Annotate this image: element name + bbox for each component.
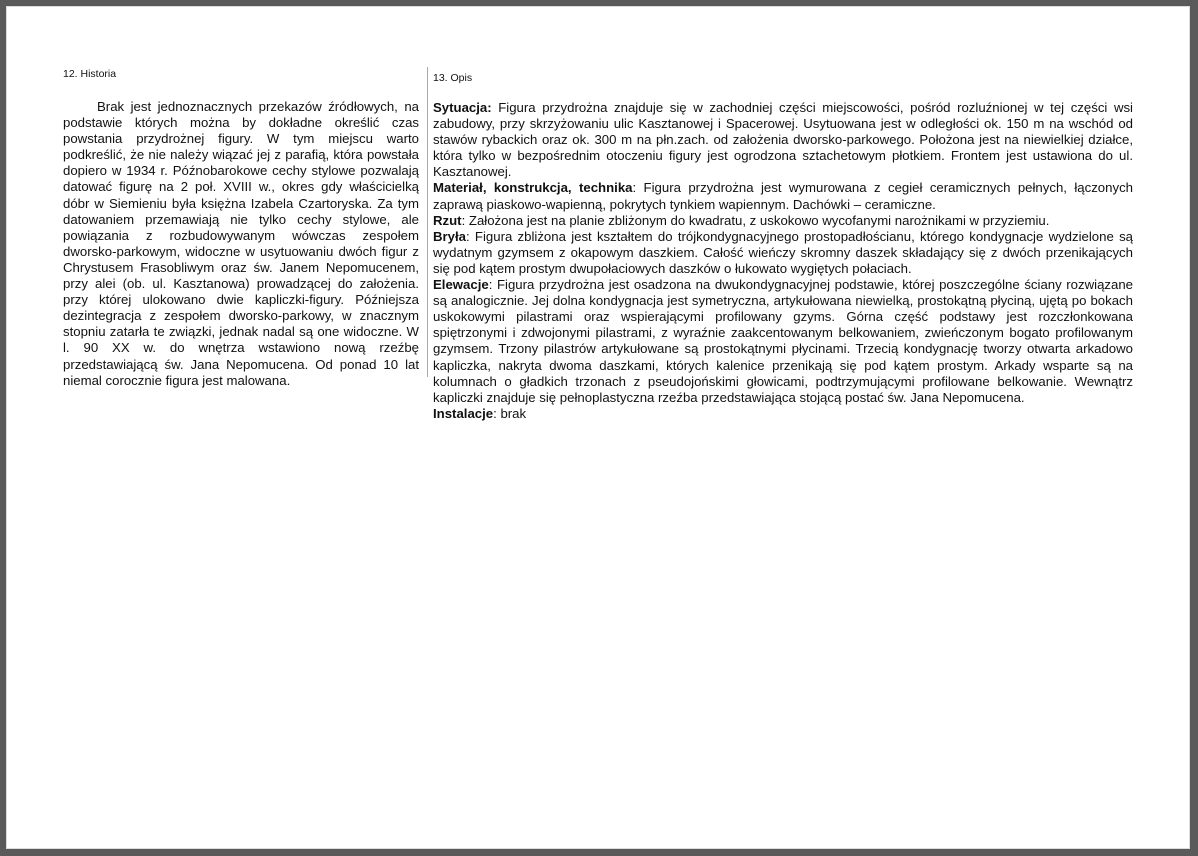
paragraph-body: : Figura przydrożna jest wymurowana z cegieł ceramicznych pełnych, łączonych zaprawą piaskowo-wapienną, pokrytych tynkiem wapiennym. Dachówki – ceramiczne.: [433, 180, 1133, 212]
history-section-label: 12. Historia: [63, 68, 117, 80]
description-paragraph-material: [433, 180, 1133, 212]
paragraph-heading: Elewacje: [433, 277, 489, 293]
description-paragraph-sytuacja: [433, 100, 1133, 180]
description-text-block: [433, 100, 1133, 422]
paragraph-heading: Materiał, konstrukcja, technika: [433, 180, 633, 196]
paragraph-heading: Instalacje: [433, 405, 494, 421]
description-paragraph-rzut: [433, 213, 1133, 229]
paragraph-heading: Bryła: [433, 228, 466, 244]
paragraph-body: : brak: [493, 405, 527, 421]
paragraph-body: : Figura zbliżona jest kształtem do trójkondygnacyjnego prostopadłościanu, którego kondygnacje wydzielone są wydatnym gzymsem z okapowym daszkiem. Całość wieńczy skromny daszek składający się z dwóch przenikających się pod kątem prostym dwupołaciowych daszków o łukowato wygiętych połaciach.: [433, 228, 1133, 276]
description-paragraph-instalacje: [433, 406, 1133, 422]
paragraph-body: : Figura przydrożna jest osadzona na dwukondygnacyjnej podstawie, której poszczególne ściany rozwiązane są analogicznie. Jej dolna kondygnacja jest symetryczna, artykułowana niewielką, prostokątną płyciną, ujętą po bokach uskokowymi pilastrami oraz wspierającymi profilowany gzyms. Górna część podstawy jest rozczłonkowana spiętrzonymi i zdwojonymi pilastrami, z wyraźnie zaakcentowanym belkowaniem, zwieńczonym bogato profilowanym gzymsem. Trzony pilastrów artykułowane są prostokątnymi płycinami. Trzecią kondygnację tworzy otwarta arkadowo kapliczka, nakryta dwoma daszkami, których kalenice przenikają się pod kątem prostym. Arkady wsparte są na kolumnach o gładkich trzonach z pseudojońskimi głowicami, podtrzymującymi profilowane belkowanie. Wewnątrz kapliczki znajduje się pełnoplastyczna rzeźba przedstawiająca stojącą postać św. Jana Nepomucena.: [433, 277, 1133, 405]
history-text-block: [63, 99, 419, 389]
paragraph-heading: Sytuacja:: [433, 100, 492, 115]
paragraph-heading: Rzut: [433, 212, 462, 228]
description-section-label: 13. Opis: [433, 72, 473, 84]
paragraph-body: Figura przydrożna znajduje się w zachodniej części miejscowości, pośród rozluźnionej w tej części wsi zabudowy, przy skrzyżowaniu ulic Kasztanowej i Spacerowej. Usytuowana jest w odległości ok. 150 m na wschód od stawów rybackich oraz ok. 300 m na płn.zach. od założenia dworsko-parkowego. Położona jest na niewielkiej działce, która tylko w bezpośrednim otoczeniu figury jest ogrodzona sztachetowym płotkiem. Frontem jest ustawiona do ul. Kasztanowej.: [433, 100, 1133, 180]
description-paragraph-bryla: [433, 229, 1133, 277]
column-divider: [427, 67, 428, 377]
document-page: [6, 6, 1190, 849]
description-paragraph-elewacje: [433, 277, 1133, 406]
paragraph-body: : Założona jest na planie zbliżonym do kwadratu, z uskokowo wycofanymi narożnikami w przyziemiu.: [461, 212, 1050, 228]
history-paragraph: Brak jest jednoznacznych przekazów źródłowych, na podstawie których można by dokładne określić czas powstania przydrożnej figury. W tym miejscu warto podkreślić, że nie należy wiązać jej z parafią, która powstała dopiero w 1934 r. Późnobarokowe cechy stylowe pozwalają datować figurę na 2 poł. XVIII w., okres gdy właścicielką dóbr w Siemieniu była księżna Izabela Czartoryska. Za tym datowaniem przemawiają nie tylko cechy stylowe, ale powiązania z rozbudowywanym wówczas zespołem dworsko-parkowym, widoczne w usytuowaniu dwóch figur z Chrystusem Frasobliwym oraz św. Janem Nepomucenem, przy alei (ob. ul. Kasztanowa) prowadzącej do założenia. przy której ulokowano dwie kapliczki-figury. Późniejsza dezintegracja z zespołem dworsko-parkowy, w znacznym stopniu zatarła te związki, jednak nadal są one widoczne. W l. 90 XX w. do wnętrza wstawiono nową rzeźbę przedstawiającą św. Jana Nepomucena. Od ponad 10 lat niemal corocznie figura jest malowana.: [63, 99, 419, 388]
